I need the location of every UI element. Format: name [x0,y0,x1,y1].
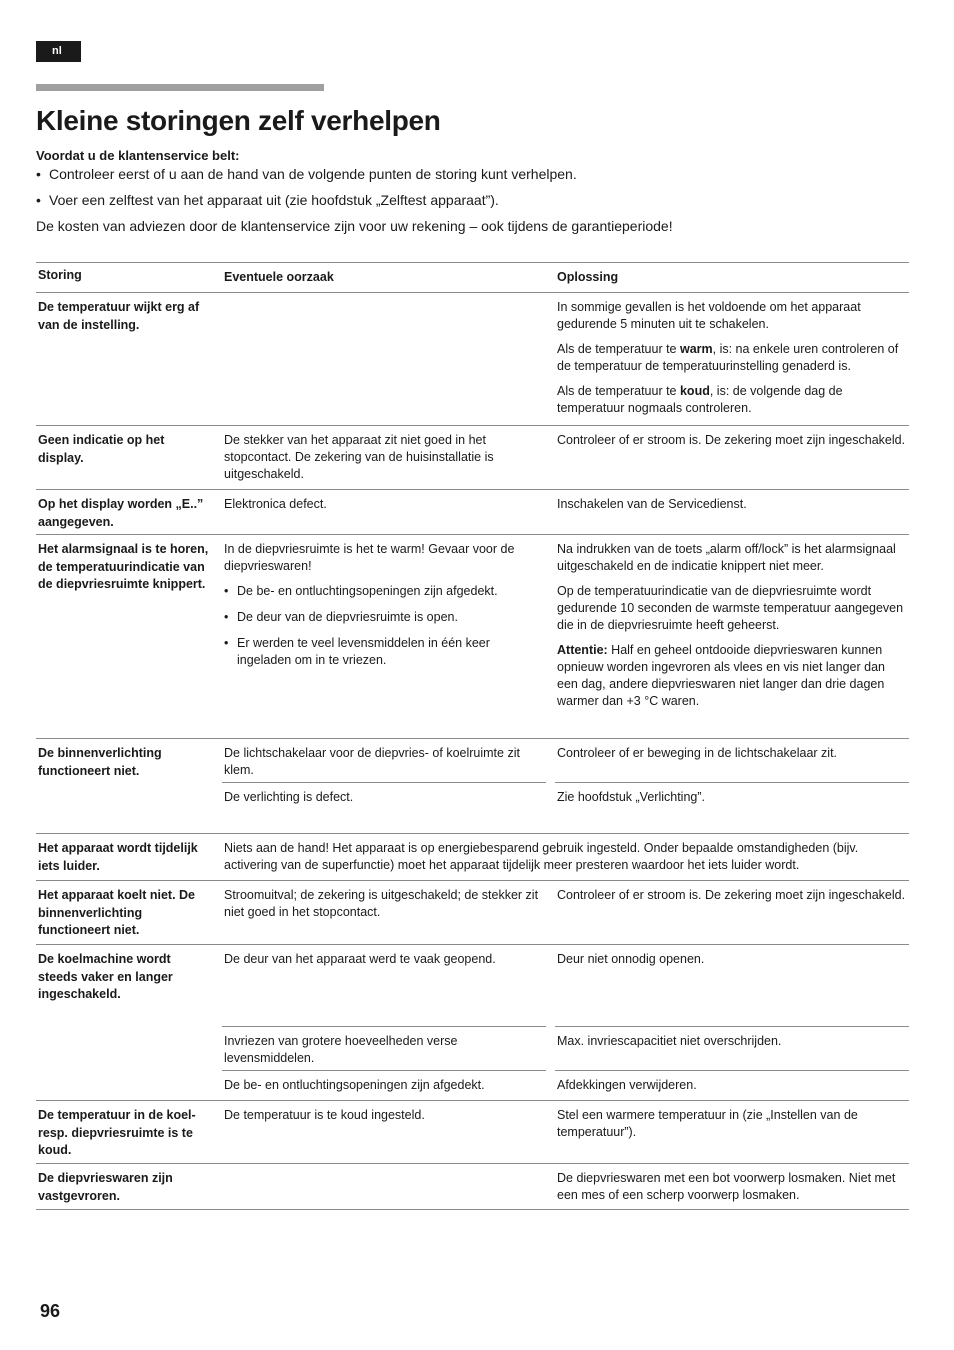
troubleshooting-table [36,262,909,1210]
page-title: Kleine storingen zelf verhelpen [36,105,441,136]
intro-bullet: • Voer een zelftest van het apparaat uit (zie hoofdstuk „Zelftest apparaat”). [36,192,916,209]
oplossing-cell: Controleer of er stroom is. De zekering moet zijn ingeschakeld. [557,888,906,902]
oorzaak-cell: De lichtschakelaar voor de diepvries- of koelruimte zit klem. [224,746,520,777]
oorzaak-cell: De temperatuur is te koud ingesteld. [224,1108,425,1122]
oplossing-cell [555,535,909,718]
page-number: 96 [40,1301,61,1321]
table-row [36,1101,909,1164]
table-row [36,739,909,834]
intro-note: De kosten van adviezen door de klantenservice zijn voor uw rekening – ook tijdens de garantieperiode! [36,218,673,234]
storing-cell: De koelmachine wordt steeds vaker en langer ingeschakeld. [38,952,173,1001]
table-row [36,945,909,1101]
cause-text: In de diepvriesruimte is het te warm! Gevaar voor de diepvrieswaren! [224,542,515,573]
table-row [36,834,909,881]
storing-cell: Het alarmsignaal is te horen, de temperatuurindicatie van de diepvriesruimte knippert. [38,542,209,591]
intro-list [36,166,916,209]
oorzaak-cell [222,535,546,678]
storing-cell: Het apparaat wordt tijdelijk iets luider. [38,841,198,873]
oplossing-cell: Controleer of er stroom is. De zekering moet zijn ingeschakeld. [557,433,906,447]
storing-cell: Op het display worden „E..” aangegeven. [38,497,204,529]
oplossing-cell: Zie hoofdstuk „Verlichting”. [557,790,705,804]
oplossing-cell: De diepvrieswaren met een bot voorwerp losmaken. Niet met een mes of een scherp voorwerp losmaken. [557,1171,896,1202]
oorzaak-cell: De be- en ontluchtingsopeningen zijn afgedekt. [224,1078,485,1092]
header-oorzaak: Eventuele oorzaak [224,270,334,284]
cause-bullet: • De be- en ontluchtingsopeningen zijn afgedekt. [224,583,546,600]
table-header [36,262,909,293]
oplossing-cell: Inschakelen van de Servicedienst. [557,497,747,511]
table-row [36,293,909,426]
oorzaak-cell: De stekker van het apparaat zit niet goed in het stopcontact. De zekering van de huisinstallatie is uitgeschakeld. [224,433,494,481]
header-rule [36,84,324,91]
solution-text: Na indrukken van de toets „alarm off/lock” is het alarmsignaal uitgeschakeld en de indicatie knippert niet meer. [557,542,896,573]
cause-bullet: • De deur van de diepvriesruimte is open. [224,609,546,626]
table-row [36,1164,909,1210]
storing-cell: De binnenverlichting functioneert niet. [38,746,162,778]
solution-text: Op de temperatuurindicatie van de diepvriesruimte wordt gedurende 10 seconden de warmste temperatuur aangegeven die in de diepvriesruimte heeft geheerst. [557,584,904,632]
description-cell: Niets aan de hand! Het apparaat is op energiebesparend gebruik ingesteld. Onder bepaalde omstandigheden (bijv. activering van de superfunctie) moet het apparaat tijdelijk meer presteren waardoor het iets luider wordt. [224,841,859,872]
intro-lead: Voordat u de klantenservice belt: [36,148,240,163]
header-storing: Storing [38,268,82,282]
table-row [36,881,909,945]
storing-cell: Het apparaat koelt niet. De binnenverlichting functioneert niet. [38,888,195,937]
cause-list [224,583,546,669]
solution-text: Als de temperatuur te warm, is: na enkele uren controleren of de temperatuur de temperatuurinstelling genaderd is. [557,342,899,373]
oplossing-cell [555,293,909,425]
table-row [36,535,909,739]
table-row [36,490,909,535]
oplossing-cell: Max. invriescapacitiet niet overschrijden. [557,1034,782,1048]
storing-cell: Geen indicatie op het display. [38,433,165,465]
cause-bullet: • Er werden te veel levensmiddelen in één keer ingeladen om in te vriezen. [224,635,546,669]
oorzaak-cell: Invriezen van grotere hoeveelheden verse levensmiddelen. [224,1034,458,1065]
solution-text: In sommige gevallen is het voldoende om het apparaat gedurende 5 minuten uit te schakelen. [557,300,861,331]
oorzaak-cell: De deur van het apparaat werd te vaak geopend. [224,952,496,966]
solution-text: Als de temperatuur te koud, is: de volgende dag de temperatuur nogmaals controleren. [557,384,843,415]
oplossing-cell: Afdekkingen verwijderen. [557,1078,697,1092]
intro-bullet: • Controleer eerst of u aan de hand van de volgende punten de storing kunt verhelpen. [36,166,916,183]
solution-text: Attentie: Half en geheel ontdooide diepvrieswaren kunnen opnieuw worden ingevroren als vlees en vis niet langer dan een dag, andere diepvrieswaren niet langer dan drie dagen warmer dan +3 °C waren. [557,643,885,708]
oplossing-cell: Stel een warmere temperatuur in (zie „Instellen van de temperatuur”). [557,1108,858,1139]
oplossing-cell: Deur niet onnodig openen. [557,952,705,966]
storing-cell: De temperatuur wijkt erg af van de instelling. [38,300,200,332]
oorzaak-cell: De verlichting is defect. [224,790,354,804]
storing-cell: De diepvrieswaren zijn vastgevroren. [38,1171,173,1203]
storing-cell: De temperatuur in de koel- resp. diepvriesruimte is te koud. [38,1108,196,1157]
header-oplossing: Oplossing [557,270,619,284]
oorzaak-cell: Elektronica defect. [224,497,327,511]
language-tab: nl [36,41,81,62]
oorzaak-cell: Stroomuitval; de zekering is uitgeschakeld; de stekker zit niet goed in het stopcontact. [224,888,539,919]
table-row [36,426,909,490]
intro-section [36,147,916,235]
oplossing-cell: Controleer of er beweging in de lichtschakelaar zit. [557,746,838,760]
